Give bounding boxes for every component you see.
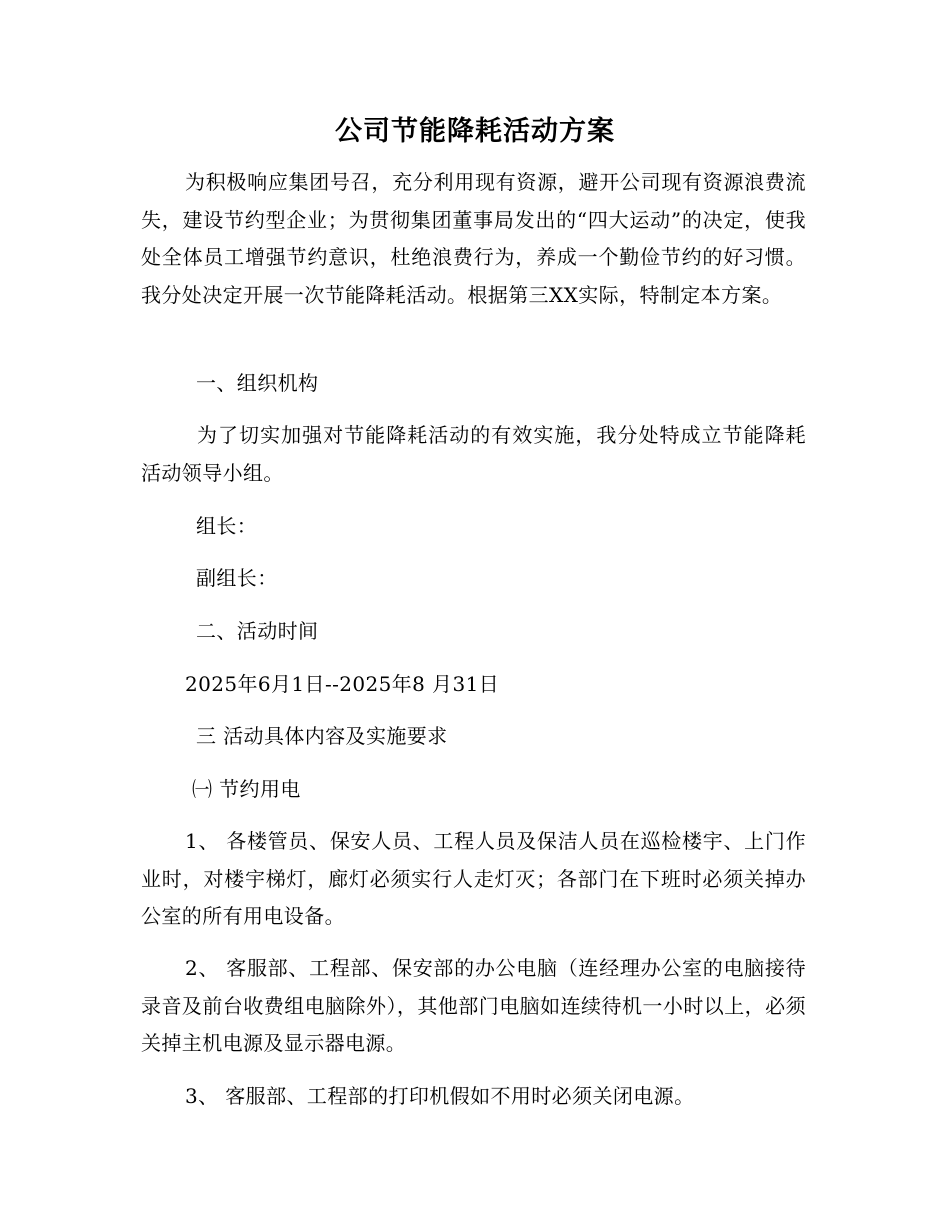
list-item: 3、 客服部、工程部的打印机假如不用时必须关闭电源。: [185, 1084, 695, 1108]
deputy-leader-label: 副组长：: [196, 566, 278, 590]
intro-paragraph: 为积极响应集团号召，充分利用现有资源，避开公司现有资源浪费流失，建设节约型企业；为贯彻集团董事局发出的“四大运动”的决定，使我处全体员工增强节约意识，杜绝浪费行为，养成一个勤俭节约的好习惯。我分处决定开展一次节能降耗活动。根据第三XX实际，特制定本方案。: [141, 170, 806, 307]
list-item: 2、 客服部、工程部、保安部的办公电脑（连经理办公室的电脑接待录音及前台收费组电脑除外），其他部门电脑如连续待机一小时以上，必须关掉主机电源及显示器电源。: [141, 956, 806, 1055]
section-1-body: 为了切实加强对节能降耗活动的有效实施，我分处特成立节能降耗活动领导小组。: [141, 423, 806, 485]
document-title: 公司节能降耗活动方案: [335, 116, 615, 147]
section-1-heading: 一、组织机构: [196, 371, 319, 395]
list-item: 1、 各楼管员、保安人员、工程人员及保洁人员在巡检楼宇、上门作业时，对楼宇梯灯，廊灯必须实行人走灯灭；各部门在下班时必须关掉办公室的所有用电设备。: [141, 829, 806, 928]
section-2-heading: 二、活动时间: [196, 619, 319, 643]
leader-label: 组长：: [196, 514, 258, 538]
subsection-1-heading: ㈠ 节约用电: [192, 777, 301, 801]
section-3-heading: 三 活动具体内容及实施要求: [196, 724, 448, 748]
activity-time-range: 2025年6月1日--2025年8 月31日: [185, 672, 500, 696]
